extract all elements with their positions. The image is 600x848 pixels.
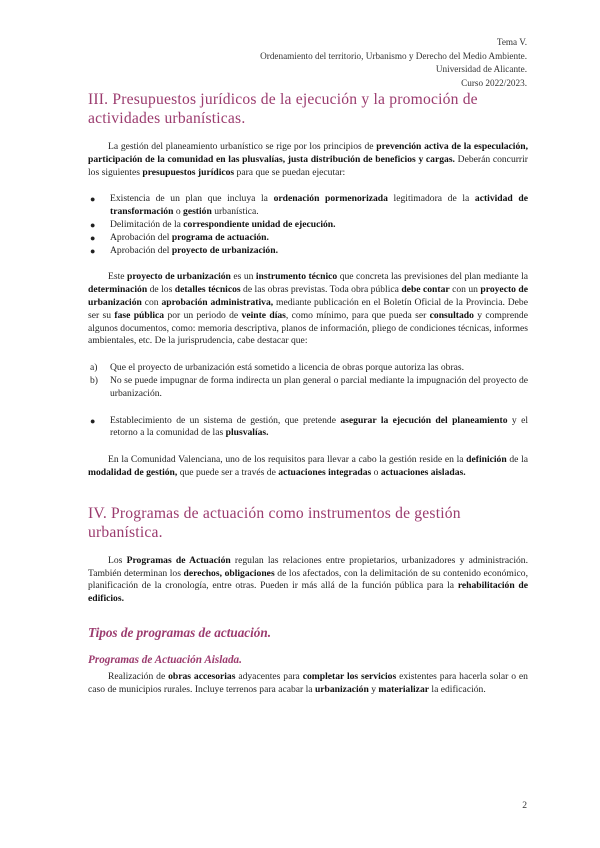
bold-text: urbanización	[314, 683, 369, 695]
management-system-text: Establecimiento de un sistema de gestión, que pretende asegurar la ejecución del planeamiento y el retorno a la comunidad de las plusvalías.	[110, 414, 528, 439]
header-line-4: Curso 2022/2023.	[461, 77, 527, 88]
section-4-title: IV. Programas de actuación como instrumentos de gestión urbanística.	[88, 504, 461, 541]
bold-text: asegurar la ejecución del planeamiento	[340, 414, 508, 426]
bullet-icon: ●	[90, 415, 96, 426]
bold-text: programa de actuación.	[171, 231, 269, 243]
jurisprudence-text: Que el proyecto de urbanización está sometido a licencia de obras porque autoriza las obras.	[110, 362, 465, 374]
bold-text: gestión	[183, 206, 212, 218]
jurisprudence-list	[88, 362, 528, 400]
requirements-list	[88, 193, 528, 257]
bold-text: plusvalías.	[225, 427, 269, 439]
bold-text: proyecto de urbanización	[88, 284, 528, 308]
bold-text: determinación	[88, 284, 148, 296]
list-marker: a)	[90, 362, 98, 374]
page-header	[260, 36, 527, 90]
page-content	[88, 90, 528, 697]
header-line-2: Ordenamiento del territorio, Urbanismo y Derecho del Medio Ambiente.	[260, 50, 527, 61]
isolated-programs-paragraph: Realización de obras accesorias adyacentes para completar los servicios existentes para hacerla solar o en caso de municipios rurales. Incluye terrenos para acabar la urbanización y materializar la edificación.	[88, 670, 528, 695]
bold-text: Programas de Actuación	[126, 554, 231, 566]
management-system-item	[88, 415, 528, 441]
bold-text: consultado	[429, 309, 474, 321]
bold-text: presupuestos jurídicos	[142, 166, 235, 178]
bold-text: fase pública	[114, 309, 165, 321]
jurisprudence-text: No se puede impugnar de forma indirecta un plan general o parcial mediante la impugnación del proyecto de urbanización.	[110, 374, 528, 399]
bold-text: completar los servicios	[302, 670, 397, 682]
bold-text: prevención activa de la especulación, participación de la comunidad en las plusvalías, justa distribución de beneficios y cargas.	[88, 141, 528, 165]
bold-text: derechos, obligaciones	[183, 567, 275, 579]
bold-text: correspondiente unidad de ejecución.	[183, 218, 336, 230]
bold-text: definición	[466, 454, 507, 466]
section-3-intro: La gestión del planeamiento urbanístico se rige por los principios de prevención activa de la especulación, participación de la comunidad en las plusvalías, justa distribución de beneficios y cargas. Deberán concurrir los siguientes presupuestos jurídicos para que se puedan ejecutar:	[88, 141, 528, 178]
bullet-icon: ●	[90, 232, 96, 243]
bold-text: actividad de transformación	[110, 193, 528, 218]
section-4-intro: Los Programas de Actuación regulan las relaciones entre propietarios, urbanizadores y administración. También determinan los derechos, obligaciones de los afectados, con la delimitación de su contenido económico, planificación de la cronología, entre otras. Pueden ir más allá de la función pública para la rehabilitación de edificios.	[88, 554, 528, 605]
management-system-list	[88, 415, 528, 441]
jurisprudence-item-b	[88, 375, 528, 401]
bold-text: aprobación administrativa,	[161, 296, 274, 308]
bold-text: ordenación pormenorizada	[273, 193, 388, 205]
requirement-item	[88, 232, 528, 245]
programs-types-heading: Tipos de programas de actuación.	[88, 624, 272, 640]
section-3-title: III. Presupuestos jurídicos de la ejecución y la promoción de actividades urbanísticas.	[88, 91, 478, 127]
requirement-text: Delimitación de la correspondiente unidad de ejecución.	[110, 218, 336, 230]
bold-text: instrumento técnico	[255, 271, 338, 283]
valencia-paragraph: En la Comunidad Valenciana, uno de los requisitos para llevar a cabo la gestión reside en la definición de la modalidad de gestión, que puede ser a través de actuaciones integradas o actuaciones aisladas.	[88, 454, 528, 478]
page-number: 2	[522, 800, 527, 811]
bullet-icon: ●	[90, 245, 96, 256]
bold-text: materializar	[378, 683, 429, 695]
isolated-programs-heading: Programas de Actuación Aislada.	[88, 653, 242, 666]
bold-text: proyecto de urbanización	[127, 271, 231, 283]
requirement-item	[88, 193, 528, 219]
jurisprudence-item-a	[88, 362, 528, 375]
bold-text: veinte días	[241, 309, 286, 321]
bold-text: detalles técnicos	[174, 284, 241, 296]
bold-text: proyecto de urbanización.	[171, 244, 278, 256]
bold-text: debe contar	[401, 284, 450, 296]
bullet-icon: ●	[90, 219, 96, 230]
bold-text: actuaciones aisladas.	[380, 466, 466, 478]
urbanization-project-paragraph: Este proyecto de urbanización es un instrumento técnico que concreta las previsiones del plan mediante la determinación de los detalles técnicos de las obras previstas. Toda obra pública debe contar con un proyecto de urbanización con aprobación administrativa, mediante publicación en el Boletín Oficial de la Provincia. Debe ser su fase pública por un periodo de veinte días, como mínimo, para que pueda ser consultado y comprende algunos documentos, como: memoria descriptiva, planos de información, pliego de condiciones técnicas, informes ambientales, etc. De la jurisprudencia, cabe destacar que:	[88, 271, 528, 347]
requirement-text: Aprobación del proyecto de urbanización.	[110, 244, 278, 256]
bold-text: obras accesorias	[168, 670, 236, 682]
requirement-item	[88, 219, 528, 232]
header-line-1: Tema V.	[496, 37, 527, 47]
header-line-3: Universidad de Alicante.	[435, 64, 527, 75]
list-marker: b)	[90, 374, 98, 386]
requirement-text: Existencia de un plan que incluya la ordenación pormenorizada legitimadora de la actividad de transformación o gestión urbanística.	[110, 193, 528, 218]
bold-text: modalidad de gestión,	[88, 466, 178, 478]
requirement-text: Aprobación del programa de actuación.	[110, 231, 269, 243]
bold-text: actuaciones integradas	[278, 466, 372, 478]
bullet-icon: ●	[90, 194, 96, 205]
requirement-item	[88, 245, 528, 258]
bold-text: rehabilitación de edificios.	[88, 580, 528, 605]
